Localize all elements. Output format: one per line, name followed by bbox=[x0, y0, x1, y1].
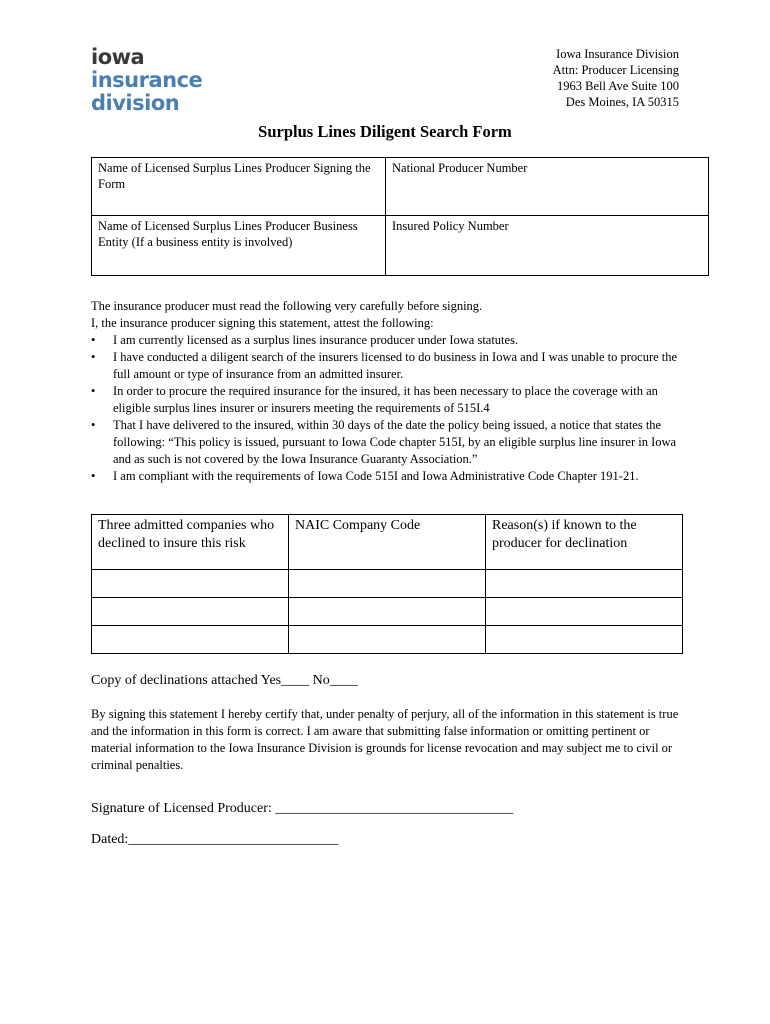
address-line-2: Attn: Producer Licensing bbox=[552, 63, 679, 77]
company-cell[interactable] bbox=[92, 598, 289, 626]
attestation-text: That I have delivered to the insured, within 30 days of the date the policy being issued, a notice that states the following: “This policy is issued, pursuant to Iowa Code chapter 515I, by an eligible surplus line insurer in Iowa and as such is not covered by the Iowa Insurance Guaranty Association.” bbox=[113, 418, 677, 466]
date-field[interactable]: Dated:______________________________ bbox=[91, 832, 339, 847]
attestation-text: I am currently licensed as a surplus lines insurance producer under Iowa statutes. bbox=[113, 333, 519, 347]
company-cell[interactable] bbox=[92, 570, 289, 598]
form-title: Surplus Lines Diligent Search Form bbox=[258, 122, 512, 141]
certification-statement: By signing this statement I hereby certify that, under penalty of perjury, all of the information in this statement is true and the information in this form is correct. I am aware that submitting false information or omitting pertinent or material information to the Iowa Insurance Division is grounds for license revocation and may subject me to civil or criminal penalties. bbox=[91, 707, 679, 772]
business-entity-label: Name of Licensed Surplus Lines Producer Business Entity (If a business entity is involved) bbox=[98, 219, 358, 249]
reason-cell[interactable] bbox=[486, 626, 683, 654]
intro-line-2: I, the insurance producer signing this statement, attest the following: bbox=[91, 316, 434, 330]
bullet-icon: • bbox=[91, 350, 96, 364]
table-row bbox=[92, 626, 683, 654]
attestation-item bbox=[91, 349, 691, 383]
attestation-item bbox=[91, 417, 691, 468]
attestation-item bbox=[91, 332, 691, 349]
naic-code-cell[interactable] bbox=[289, 626, 486, 654]
npn-label: National Producer Number bbox=[392, 161, 528, 175]
bullet-icon: • bbox=[91, 418, 96, 432]
npn-field[interactable] bbox=[386, 158, 709, 216]
header-naic-code: NAIC Company Code bbox=[289, 515, 486, 570]
attestation-text: I have conducted a diligent search of the insurers licensed to do business in Iowa and I was unable to procure the full amount or type of insurance from an admitted insurer. bbox=[113, 350, 678, 381]
logo-line-1: iowa bbox=[91, 45, 145, 69]
bullet-icon: • bbox=[91, 469, 96, 483]
attestation-list bbox=[91, 332, 691, 485]
producer-name-label: Name of Licensed Surplus Lines Producer Signing the Form bbox=[98, 161, 371, 191]
address-line-1: Iowa Insurance Division bbox=[556, 47, 679, 61]
attestation-text: I am compliant with the requirements of Iowa Code 515I and Iowa Administrative Code Chapter 191-21. bbox=[113, 469, 639, 483]
attestation-text: In order to procure the required insurance for the insured, it has been necessary to place the coverage with an eligible surplus lines insurer or insurers meeting the requirements of 515I.4 bbox=[113, 384, 658, 415]
policy-number-label: Insured Policy Number bbox=[392, 219, 509, 233]
declining-companies-table bbox=[91, 514, 683, 654]
naic-code-cell[interactable] bbox=[289, 570, 486, 598]
address-line-4: Des Moines, IA 50315 bbox=[565, 95, 679, 109]
logo-line-3: division bbox=[91, 91, 180, 115]
bullet-icon: • bbox=[91, 333, 96, 347]
naic-code-cell[interactable] bbox=[289, 598, 486, 626]
producer-name-field[interactable] bbox=[92, 158, 386, 216]
company-cell[interactable] bbox=[92, 626, 289, 654]
header-companies: Three admitted companies who declined to insure this risk bbox=[92, 515, 289, 570]
reason-cell[interactable] bbox=[486, 570, 683, 598]
reason-cell[interactable] bbox=[486, 598, 683, 626]
signature-field[interactable]: Signature of Licensed Producer: __________________________________ bbox=[91, 801, 514, 816]
table-row bbox=[92, 598, 683, 626]
attestation-item bbox=[91, 468, 691, 485]
attestation-item bbox=[91, 383, 691, 417]
producer-info-table bbox=[91, 157, 709, 276]
attestation-section bbox=[91, 298, 691, 485]
copy-declinations-line[interactable]: Copy of declinations attached Yes____ No____ bbox=[91, 673, 358, 688]
address-line-3: 1963 Bell Ave Suite 100 bbox=[557, 79, 679, 93]
policy-number-field[interactable] bbox=[386, 216, 709, 276]
table-row bbox=[92, 570, 683, 598]
header-reasons: Reason(s) if known to the producer for declination bbox=[486, 515, 683, 570]
logo-line-2: insurance bbox=[91, 68, 203, 92]
mailing-address bbox=[553, 46, 679, 110]
iowa-insurance-division-logo bbox=[91, 46, 202, 115]
intro-line-1: The insurance producer must read the following very carefully before signing. bbox=[91, 299, 483, 313]
bullet-icon: • bbox=[91, 384, 96, 398]
business-entity-field[interactable] bbox=[92, 216, 386, 276]
